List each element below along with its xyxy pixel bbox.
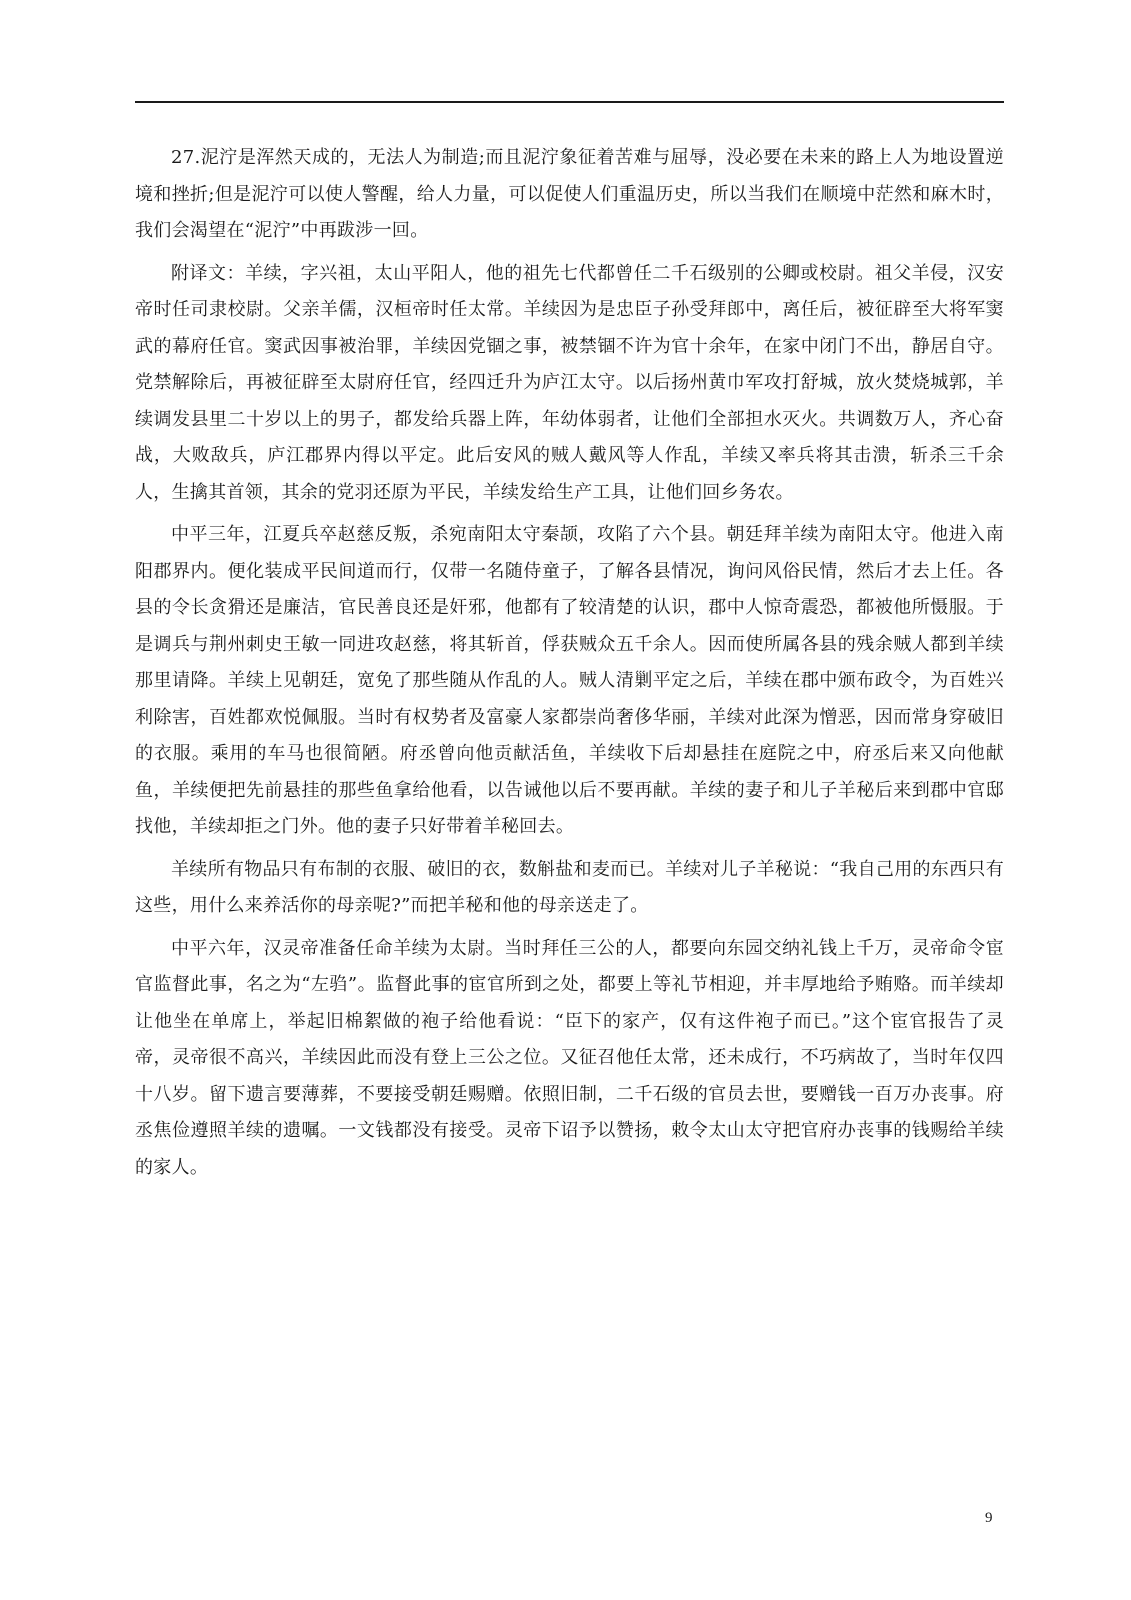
paragraph-zhongping-three: 中平三年，江夏兵卒赵慈反叛，杀宛南阳太守秦颉，攻陷了六个县。朝廷拜羊续为南阳太守。他进入南阳郡界内。便化装成平民间道而行，仅带一名随侍童子，了解各县情况，询问风俗民情，然后才去上任。各县的令长贪猾还是廉洁，官民善良还是奸邪，他都有了较清楚的认识，郡中人惊奇震恐，都被他所慑服。于是调兵与荆州刺史王敏一同进攻赵慈，将其斩首，俘获贼众五千余人。因而使所属各县的残余贼人都到羊续那里请降。羊续上见朝廷，宽免了那些随从作乱的人。贼人清剿平定之后，羊续在郡中颁布政令，为百姓兴利除害，百姓都欢悦佩服。当时有权势者及富豪人家都崇尚奢侈华丽，羊续对此深为憎恶，因而常身穿破旧的衣服。乘用的车马也很简陋。府丞曾向他贡献活鱼，羊续收下后却悬挂在庭院之中，府丞后来又向他献鱼，羊续便把先前悬挂的那些鱼拿给他看，以告诫他以后不要再献。羊续的妻子和儿子羊秘后来到郡中官邸找他，羊续却拒之门外。他的妻子只好带着羊秘回去。: [135, 524, 1004, 837]
paragraph-possessions: 羊续所有物品只有布制的衣服、破旧的衣，数斛盐和麦而已。羊续对儿子羊秘说：“我自己用的东西只有这些，用什么来养活你的母亲呢?”而把羊秘和他的母亲送走了。: [135, 858, 1004, 916]
header-rule: [135, 101, 1004, 103]
paragraph-translation-intro: 附译文：羊续，字兴祖，太山平阳人，他的祖先七代都曾任二千石级别的公卿或校尉。祖父羊侵，汉安帝时任司隶校尉。父亲羊儒，汉桓帝时任太常。羊续因为是忠臣子孙受拜郎中，离任后，被征辟至大将军窦武的幕府任官。窦武因事被治罪，羊续因党锢之事，被禁锢不许为官十余年，在家中闭门不出，静居自守。党禁解除后，再被征辟至太尉府任官，经四迁升为庐江太守。以后扬州黄巾军攻打舒城，放火焚烧城郭，羊续调发县里二十岁以上的男子，都发给兵器上阵，年幼体弱者，让他们全部担水灭火。共调数万人，齐心奋战，大败敌兵，庐江郡界内得以平定。此后安风的贼人戴风等人作乱，羊续又率兵将其击溃，斩杀三千余人，生擒其首领，其余的党羽还原为平民，羊续发给生产工具，让他们回乡务农。: [135, 262, 1004, 503]
paragraph-answer-27: 27.泥泞是浑然天成的，无法人为制造;而且泥泞象征着苦难与屈辱，没必要在未来的路上人为地设置逆境和挫折;但是泥泞可以使人警醒，给人力量，可以促使人们重温历史，所以当我们在顺境中茫然和麻木时，我们会渴望在“泥泞”中再跋涉一回。: [135, 147, 1004, 241]
paragraph-zhongping-six: 中平六年，汉灵帝准备任命羊续为太尉。当时拜任三公的人，都要向东园交纳礼钱上千万，灵帝命令宦官监督此事，名之为“左驺”。监督此事的宦官所到之处，都要上等礼节相迎，并丰厚地给予贿赂。而羊续却让他坐在单席上，举起旧棉絮做的袍子给他看说：“臣下的家产，仅有这件袍子而已。”这个宦官报告了灵帝，灵帝很不高兴，羊续因此而没有登上三公之位。又征召他任太常，还未成行，不巧病故了，当时年仅四十八岁。留下遗言要薄葬，不要接受朝廷赐赠。依照旧制，二千石级的官员去世，要赠钱一百万办丧事。府丞焦俭遵照羊续的遗嘱。一文钱都没有接受。灵帝下诏予以赞扬，敕令太山太守把官府办丧事的钱赐给羊续的家人。: [135, 937, 1004, 1178]
page-number: 9: [985, 1510, 993, 1526]
document-body: [135, 140, 1004, 1186]
